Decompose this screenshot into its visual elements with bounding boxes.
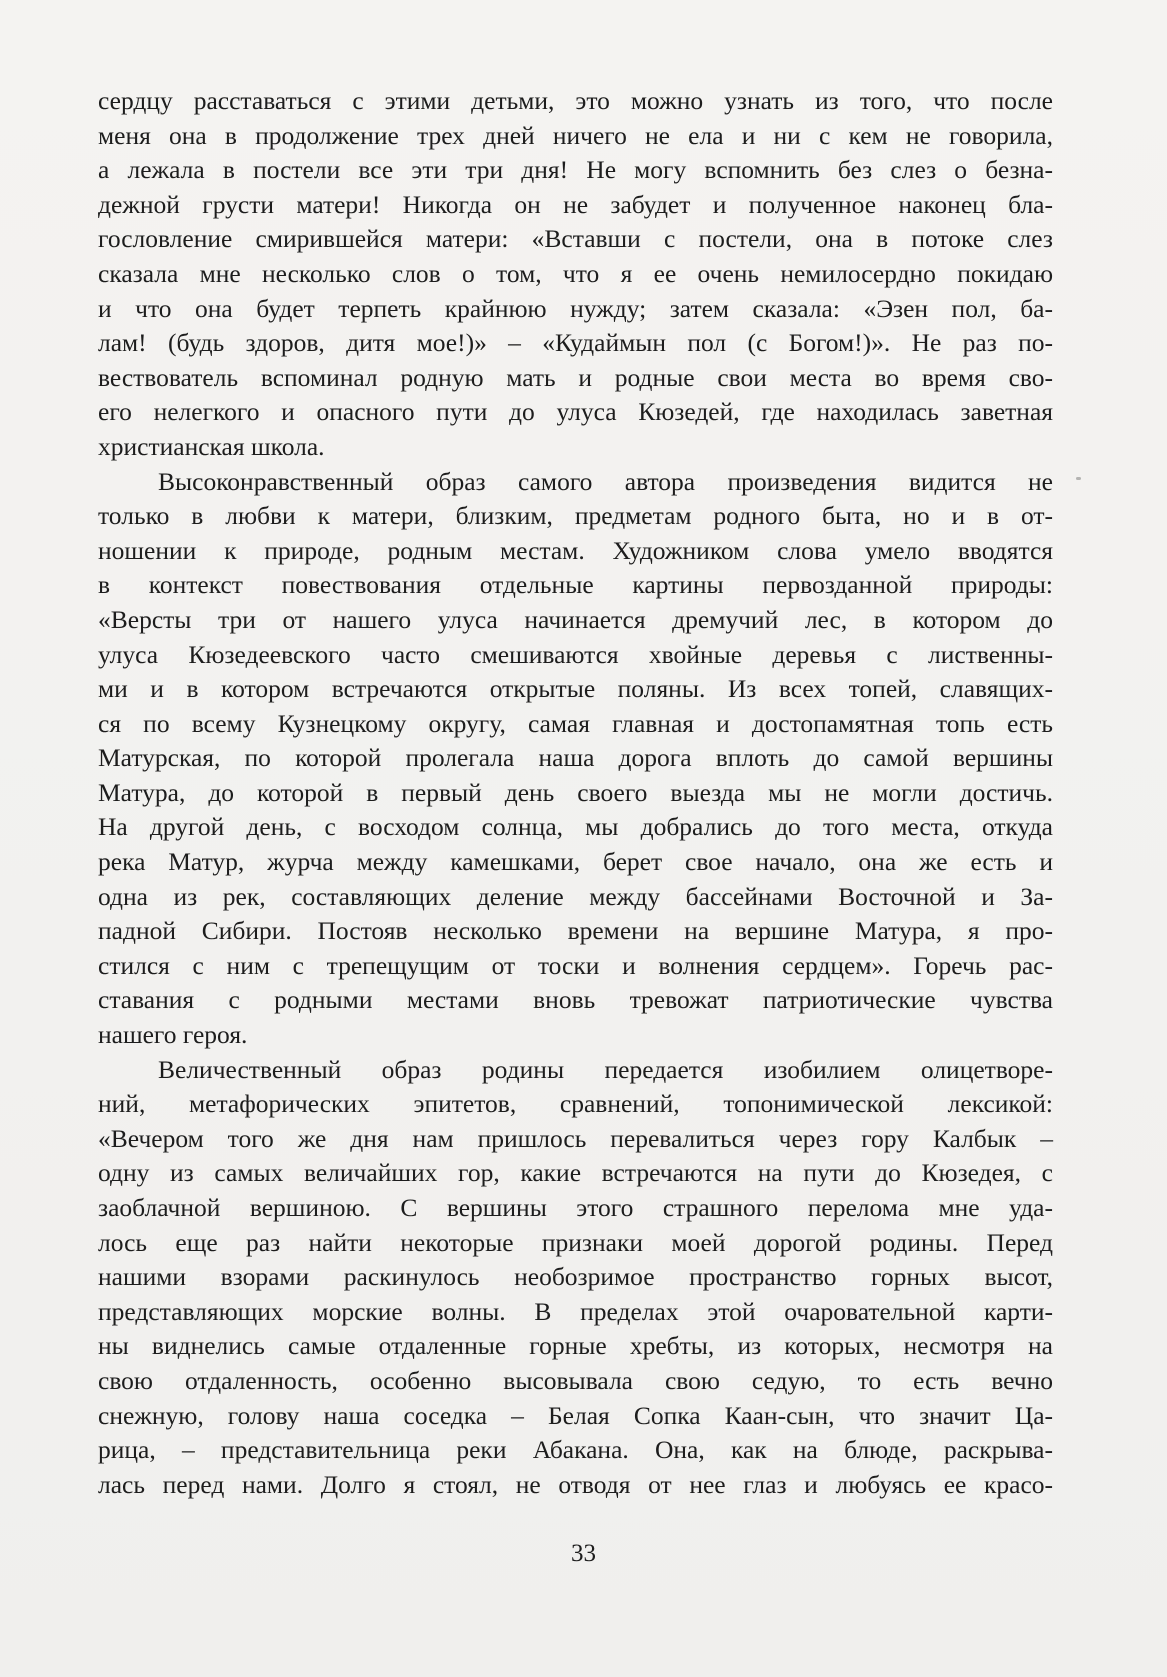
text-line: ношении к природе, родным местам. Художником слова умело вводятся [98,535,1053,565]
body-text [98,84,1053,1502]
text-line: ний, метафорических эпитетов, сравнений, топонимической лексикой: [98,1089,1053,1119]
text-line: меня она в продолжение трех дней ничего не ела и ни с кем не говорила, [98,120,1053,150]
text-line: лось еще раз найти некоторые признаки моей дорогой родины. Перед [98,1227,1053,1257]
text-line: лась перед нами. Долго я стоял, не отводя от нее глаз и любуясь ее красо- [98,1469,1053,1499]
text-line: гословление смирившейся матери: «Вставши с постели, она в потоке слез [98,224,1053,254]
page-number: 33 [571,1540,596,1567]
text-line: сказала мне несколько слов о том, что я ее очень немилосердно покидаю [98,258,1053,288]
text-line: Матура, до которой в первый день своего выезда мы не могли достичь. [98,777,1053,807]
text-line: нашего героя. [98,1020,248,1050]
text-line: Высоконравственный образ самого автора произведения видится не [158,466,1053,496]
text-line: лам! (будь здоров, дитя мое!)» – «Кудаймын пол (с Богом!)». Не раз по- [98,328,1053,358]
text-line: свою отдаленность, особенно высовывала свою седую, то есть вечно [98,1365,1053,1395]
paper-speck [1076,477,1081,480]
text-line: одну из самых величайших гор, какие встречаются на пути до Кюзедея, с [98,1158,1053,1188]
text-line: ся по всему Кузнецкому округу, самая главная и достопамятная топь есть [98,708,1053,738]
text-line: падной Сибири. Постояв несколько времени на вершине Матура, я про- [98,916,1053,946]
text-line: ми и в котором встречаются открытые поляны. Из всех топей, славящих- [98,674,1053,704]
text-line: христианская школа. [98,431,325,461]
text-line: стился с ним с трепещущим от тоски и волнения сердцем». Горечь рас- [98,950,1053,980]
text-line: ны виднелись самые отдаленные горные хребты, из которых, несмотря на [98,1331,1053,1361]
text-line: Величественный образ родины передается изобилием олицетворе- [158,1054,1053,1084]
text-line: и что она будет терпеть крайнюю нужду; затем сказала: «Эзен пол, ба- [98,293,1053,323]
text-line: заоблачной вершиною. С вершины этого страшного перелома мне уда- [98,1193,1053,1222]
text-line: «Версты три от нашего улуса начинается дремучий лес, в котором до [98,604,1053,634]
text-line: сердцу расставаться с этими детьми, это можно узнать из того, что после [98,86,1053,115]
text-line: дежной грусти матери! Никогда он не забудет и полученное наконец бла- [98,189,1053,219]
text-line: рица, – представительница реки Абакана. Она, как на блюде, раскрыва- [98,1435,1053,1465]
text-line: а лежала в постели все эти три дня! Не могу вспомнить без слез о безна- [98,155,1053,185]
text-line: снежную, голову наша соседка – Белая Сопка Каан-сын, что значит Ца- [98,1400,1053,1430]
text-line: только в любви к матери, близким, предметам родного быта, но и в от- [98,501,1053,531]
text-line: ставания с родными местами вновь тревожат патриотические чувства [98,985,1053,1015]
text-line: улуса Кюзедеевского часто смешиваются хвойные деревья с лиственны- [98,639,1053,669]
text-line: нашими взорами раскинулось необозримое пространство горных высот, [98,1262,1053,1292]
text-line: река Матур, журча между камешками, берет свое начало, она же есть и [98,847,1053,877]
text-line: «Вечером того же дня нам пришлось перевалиться через гору Калбык – [98,1123,1053,1153]
text-line: вествователь вспоминал родную мать и родные свои места во время сво- [98,362,1053,392]
text-line: На другой день, с восходом солнца, мы добрались до того места, откуда [98,812,1053,842]
text-line: представляющих морские волны. В пределах этой очаровательной карти- [98,1296,1053,1326]
text-line: его нелегкого и опасного пути до улуса Кюзедей, где находилась заветная [98,397,1053,427]
text-line: в контекст повествования отдельные картины первозданной природы: [98,570,1053,600]
text-line: одна из рек, составляющих деление между бассейнами Восточной и За- [98,881,1053,911]
text-line: Матурская, по которой пролегала наша дорога вплоть до самой вершины [98,743,1053,773]
